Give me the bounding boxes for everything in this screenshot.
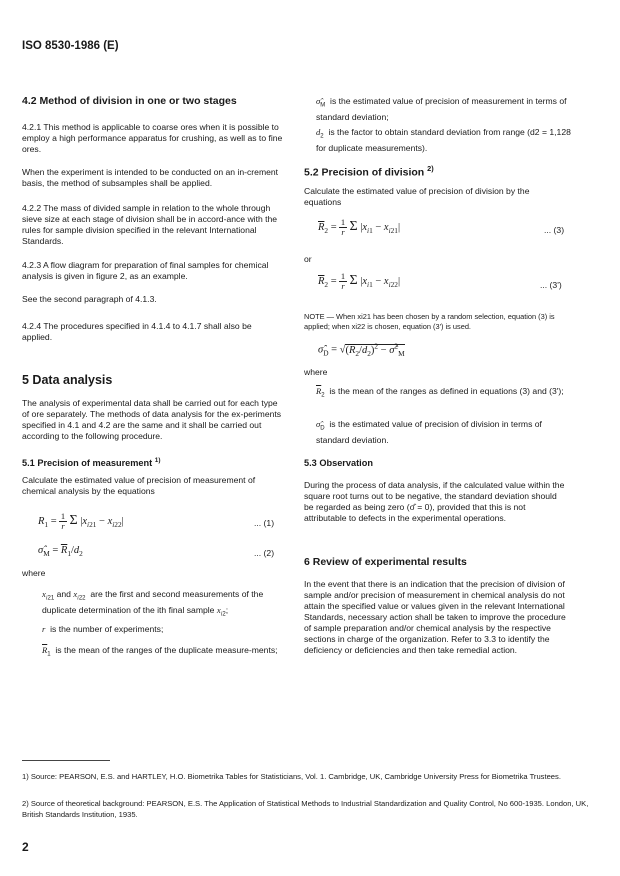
definition-d2-text: is the factor to obtain standard deviation from range (d2 = 1,128 for duplicate measurements). xyxy=(316,127,571,153)
section-5-2-title xyxy=(304,163,434,179)
para-5-2: Calculate the estimated value of precision of division by the equations xyxy=(304,186,530,207)
or-label: or xyxy=(304,254,312,264)
section-4-2-title: 4.2 Method of division in one or two stages xyxy=(22,95,237,107)
para-5: The analysis of experimental data shall be carried out for each type of ore separately. The methods of data analysis for the ex-periments specified in 4.1 and 4.2 are the same and it shall be carried out according to the following procedure. xyxy=(22,398,282,441)
footnote-2: 2) Source of theoretical background: PEARSON, E.S. The Application of Statistical Methods to Industrial Standardization and Quality Control, No 600-1935. London, UK, British Standards Institution, 1935. xyxy=(22,799,589,819)
definition-x: $x_{i21}$ and $x_{i22}$ are the first and second measurements of the duplicate determination of the ith final sample $x_{i2}$; xyxy=(42,589,264,618)
para-4-2-3b: See the second paragraph of 4.1.3. xyxy=(22,294,157,304)
para-4-2-1: 4.2.1 This method is applicable to coarse ores when it is possible to employ a high performance apparatus for crushing, as well as to fine ores. xyxy=(22,122,283,154)
definition-r1-text: is the mean of the ranges of the duplicate measure-ments; xyxy=(55,645,278,655)
equation-1: $R_1 = 1$ r Σ $|x_{i21} - x_{i22}|$ xyxy=(38,511,124,531)
note: NOTE — When xi21 has been chosen by a random selection, equation (3) is applied; when xi22 is chosen, equation (3') is used. xyxy=(304,312,555,331)
definition-r: r is the number of experiments; xyxy=(42,624,164,634)
where-label-right: where xyxy=(304,367,328,377)
section-5-1-title-text: 5.1 Precision of measurement xyxy=(22,458,153,469)
definition-r1: $\overline{R}_1$ is the mean of the ranges of the duplicate measure-ments; xyxy=(42,645,278,658)
where-label-left: where xyxy=(22,568,46,578)
para-6: In the event that there is an indication that the precision of division of sample and/or precision of measurement in chemical analysis do not attain the specified value or values given in the relevant International Standards, necessary action shall be taken to improve the procedure of sample preparation and/or chemical analysis by the respective sections in charge of the organization. Refer to 3.3 to identify the deficiency or deficiencies and then take remedial action. xyxy=(304,579,566,655)
para-5-3: During the process of data analysis, if the calculated value within the square root turns out to be negative, the standard deviation should be regarded as being zero (σ̂ = 0), provided that this is not attributable to defects in the experimental operations. xyxy=(304,480,565,523)
definition-r-text: is the number of experiments; xyxy=(50,624,164,634)
section-5-1-title xyxy=(22,455,161,469)
page-number: 2 xyxy=(22,840,29,854)
footnote-ref-2: 2) xyxy=(427,164,434,173)
equation-1-number: ... (1) xyxy=(254,518,275,528)
footnote-ref-1: 1) xyxy=(154,457,161,464)
section-5-2-title-text: 5.2 Precision of division xyxy=(304,166,425,179)
para-4-2-3: 4.2.3 A flow diagram for preparation of final samples for chemical analysis is given in figure 2, as an example. xyxy=(22,260,269,281)
equation-3: $\overline{R}_2 = 1$ r Σ $|x_{i1} - x_{i21}|$ xyxy=(318,217,401,237)
equation-3-prime: $\overline{R}_2 = 1$ r Σ $|x_{i1} - x_{i22}|$ xyxy=(318,271,401,291)
footnote-divider xyxy=(22,760,110,761)
equation-sigma-d: $\sigmâ_D = √(\overline{R}_2/d_2)^2$ − σ̂$^2_M$ xyxy=(318,341,405,358)
footnote-1: 1) Source: PEARSON, E.S. and HARTLEY, H.O. Biometrika Tables for Statisticians, Vol. 1. Cambridge, UK, Cambridge University Press for Biometrika Trustees. xyxy=(22,772,561,781)
section-6-title: 6 Review of experimental results xyxy=(304,556,467,568)
definition-x-text: are the first and second measurements of the duplicate determination of the ith final sample xyxy=(42,589,264,615)
definition-sigma-m-text: is the estimated value of precision of measurement in terms of standard deviation; xyxy=(316,96,567,122)
definition-d2: $d_2$ is the factor to obtain standard deviation from range (d2 = 1,128 for duplicate measurements). xyxy=(316,127,571,153)
definition-sigma-m: $\sigmâ_M$ is the estimated value of precision of measurement in terms of standard deviation; xyxy=(316,96,567,122)
equation-3-prime-number: ... (3') xyxy=(540,280,562,290)
standard-id: ISO 8530-1986 (E) xyxy=(22,40,119,52)
definition-sigma-d: $\sigmâ_D$ is the estimated value of precision of division in terms of standard deviation. xyxy=(316,419,542,445)
section-5-3-title: 5.3 Observation xyxy=(304,458,373,468)
para-4-2-1b: When the experiment is intended to be conducted on an in-crement basis, the method of subsamples shall be applied. xyxy=(22,167,279,188)
section-5-title: 5 Data analysis xyxy=(22,373,113,387)
definition-r2: $\overline{R}_2$ is the mean of the ranges as defined in equations (3) and (3'); xyxy=(316,386,564,399)
para-4-2-2: 4.2.2 The mass of divided sample in relation to the whole through sieve size at each stage of division shall be in accord-ance with the rules for sample division specified in the relevant International Standards. xyxy=(22,203,278,246)
equation-3-number: ... (3) xyxy=(544,225,565,235)
definition-r2-text: is the mean of the ranges as defined in equations (3) and (3'); xyxy=(329,386,564,396)
para-4-2-4: 4.2.4 The procedures specified in 4.1.4 to 4.1.7 shall also be applied. xyxy=(22,321,252,342)
equation-2: $\sigmâ_M = \overline{R}_1/d_2$ xyxy=(38,545,83,559)
equation-2-number: ... (2) xyxy=(254,548,275,558)
definition-sigma-d-text: is the estimated value of precision of division in terms of standard deviation. xyxy=(316,419,542,445)
para-5-1: Calculate the estimated value of precision of measurement of chemical analysis by the equations xyxy=(22,475,256,496)
